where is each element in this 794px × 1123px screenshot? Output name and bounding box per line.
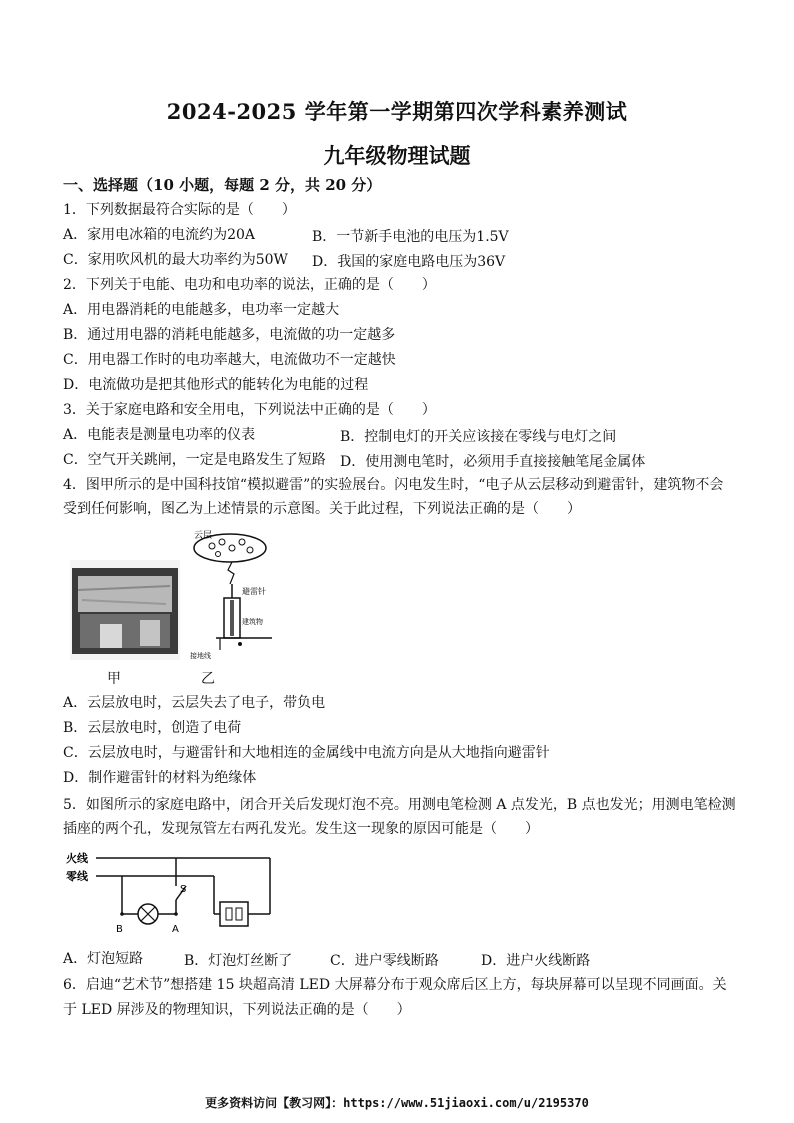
q4-option-c: C．云层放电时，与避雷针和大地相连的金属线中电流方向是从大地指向避雷针 — [63, 745, 550, 761]
label-neutral-wire: 零线 — [66, 870, 88, 883]
q4-stem-line1: 4．图甲所示的是中国科技馆“模拟避雷”的实验展台。闪电发生时，“电子从云层移动到避雷针，建筑物不会 — [63, 477, 724, 493]
label-point-b: B — [116, 924, 123, 935]
q4-caption-a: 甲 — [107, 671, 121, 687]
q2-option-d: D．电流做功是把其他形式的能转化为电能的过程 — [63, 377, 369, 393]
q4-option-d: D．制作避雷针的材料为绝缘体 — [63, 770, 257, 786]
label-live-wire: 火线 — [66, 852, 88, 865]
q4-photo-figure — [70, 560, 180, 660]
q2-option-c: C．用电器工作时的电功率越大，电流做功不一定越快 — [63, 352, 396, 368]
q6-stem-line2: 于 LED 屏涉及的物理知识，下列说法正确的是（ ） — [63, 1002, 411, 1018]
label-switch: S — [180, 884, 187, 895]
footer-link[interactable]: 更多资料访问【教习网】：https://www.51jiaoxi.com/u/2195370 — [205, 1096, 589, 1110]
q2-option-a: A．用电器消耗的电能越多，电功率一定越大 — [63, 302, 340, 318]
q2-option-b: B．通过用电器的消耗电能越多，电流做的功一定越多 — [63, 327, 396, 343]
q1-option-c: C．家用吹风机的最大功率约为50W — [63, 252, 288, 268]
q6-stem-line1: 6．启迪“艺术节”想搭建 15 块超高清 LED 大屏幕分布于观众席后区上方，每块屏幕可以呈现不同画面。关 — [63, 977, 727, 993]
label-point-a: A — [172, 924, 179, 935]
q5-option-d: D．进户火线断路 — [481, 953, 591, 969]
label-building: 建筑物 — [242, 618, 263, 626]
q5-option-a: A．灯泡短路 — [63, 951, 144, 967]
q1-option-a: A．家用电冰箱的电流约为20A — [63, 227, 256, 243]
q1-option-d: D．我国的家庭电路电压为36V — [312, 254, 506, 270]
q3-option-b: B．控制电灯的开关应该接在零线与电灯之间 — [340, 429, 617, 445]
section-heading: 一、选择题（10 小题，每题 2 分，共 20 分） — [63, 176, 382, 194]
q3-option-c: C．空气开关跳闸，一定是电路发生了短路 — [63, 452, 326, 468]
exam-title: 2024-2025 学年第一学期第四次学科素养测试 — [166, 99, 628, 124]
q5-stem-line2: 插座的两个孔，发现氖管左右两孔发光。发生这一现象的原因可能是（ ） — [63, 821, 539, 837]
q4-caption-b: 乙 — [201, 671, 215, 687]
q1-option-b: B．一节新手电池的电压为1.5V — [312, 229, 509, 245]
q4-lightning-diagram — [186, 526, 286, 662]
label-cloud: 云层 — [194, 531, 213, 541]
label-ground: 接地线 — [190, 652, 211, 660]
exam-subtitle: 九年级物理试题 — [323, 143, 471, 168]
q5-option-c: C．进户零线断路 — [330, 953, 439, 969]
label-rod: 避雷针 — [242, 587, 266, 596]
q5-circuit-diagram — [64, 848, 280, 936]
q1-stem: 1．下列数据最符合实际的是（ ） — [63, 202, 296, 218]
q2-stem: 2．下列关于电能、电功和电功率的说法，正确的是（ ） — [63, 277, 436, 293]
q3-option-a: A．电能表是测量电功率的仪表 — [63, 427, 256, 443]
q3-stem: 3．关于家庭电路和安全用电，下列说法中正确的是（ ） — [63, 402, 436, 418]
q5-stem-line1: 5．如图所示的家庭电路中，闭合开关后发现灯泡不亮。用测电笔检测 A 点发光，B 点也发光；用测电笔检测 — [63, 797, 736, 813]
q4-option-b: B．云层放电时，创造了电荷 — [63, 720, 242, 736]
q4-option-a: A．云层放电时，云层失去了电子，带负电 — [63, 695, 326, 711]
q3-option-d: D．使用测电笔时，必须用手直接接触笔尾金属体 — [340, 454, 646, 470]
q5-option-b: B．灯泡灯丝断了 — [184, 953, 293, 969]
q4-stem-line2: 受到任何影响，图乙为上述情景的示意图。关于此过程，下列说法正确的是（ ） — [63, 501, 581, 517]
